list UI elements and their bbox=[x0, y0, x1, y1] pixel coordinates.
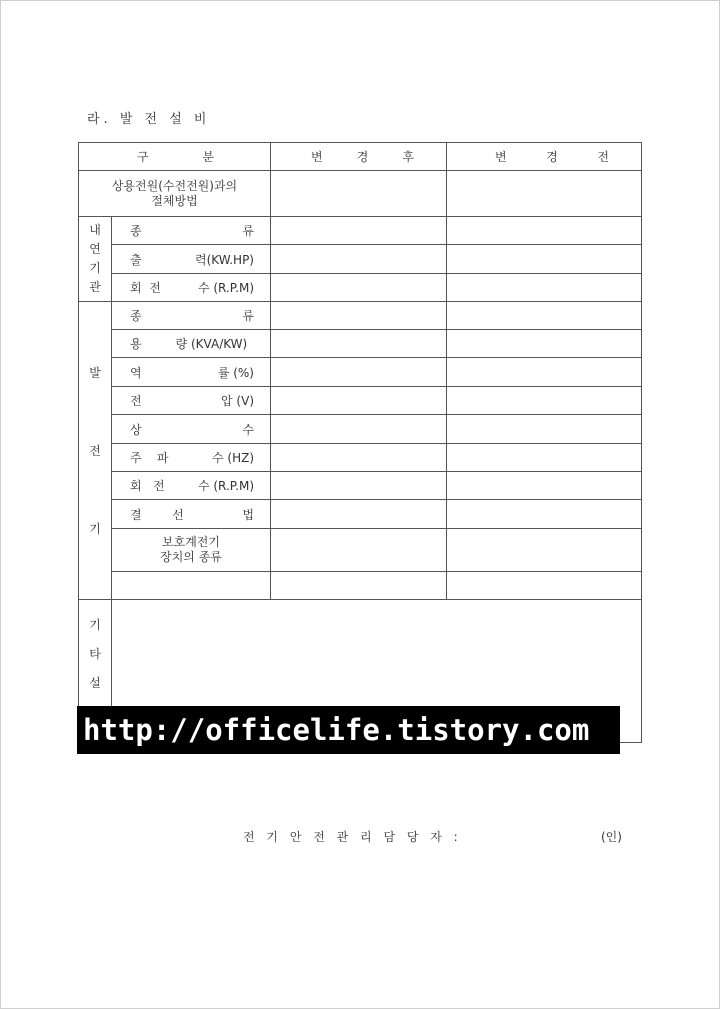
generator-voltage-before[interactable] bbox=[447, 387, 642, 415]
footer-manager-label: 전 기 안 전 관 리 담 당 자 : bbox=[243, 830, 462, 844]
generator-connection-label: 결 선 법 bbox=[112, 500, 271, 529]
generator-row-phase bbox=[79, 415, 642, 444]
generator-frequency-label: 주 파 수 (HZ) bbox=[112, 444, 271, 472]
generator-row-rpm bbox=[79, 472, 642, 500]
generator-row-protection bbox=[79, 529, 642, 572]
generator-power-factor-after[interactable] bbox=[271, 358, 447, 387]
engine-type-before[interactable] bbox=[447, 217, 642, 245]
header-row bbox=[79, 143, 642, 171]
engine-type-label: 종 류 bbox=[112, 217, 271, 245]
generator-protection-before[interactable] bbox=[447, 529, 642, 572]
engine-rpm-before[interactable] bbox=[447, 274, 642, 302]
generator-power-factor-label: 역 률 (%) bbox=[112, 358, 271, 387]
generator-capacity-before[interactable] bbox=[447, 330, 642, 358]
generator-frequency-after[interactable] bbox=[271, 444, 447, 472]
generator-row-voltage bbox=[79, 387, 642, 415]
generator-phase-before[interactable] bbox=[447, 415, 642, 444]
generator-blank-label[interactable] bbox=[112, 572, 271, 600]
generator-row-frequency bbox=[79, 444, 642, 472]
engine-row-type bbox=[79, 217, 642, 245]
generator-row-blank bbox=[79, 572, 642, 600]
generator-type-label: 종 류 bbox=[112, 302, 271, 330]
engine-output-label: 출 력(KW.HP) bbox=[112, 245, 271, 274]
generator-connection-before[interactable] bbox=[447, 500, 642, 529]
generator-form-table bbox=[78, 142, 642, 743]
engine-group-label: 내 연 기 관 bbox=[79, 217, 112, 302]
generator-voltage-label: 전 압 (V) bbox=[112, 387, 271, 415]
commercial-power-label: 상용전원(수전전원)과의 절체방법 bbox=[79, 171, 271, 217]
engine-rpm-label: 회 전 수 (R.P.M) bbox=[112, 274, 271, 302]
generator-blank-before[interactable] bbox=[447, 572, 642, 600]
generator-protection-after[interactable] bbox=[271, 529, 447, 572]
header-after-change: 변 경 후 bbox=[271, 143, 447, 171]
generator-row-connection bbox=[79, 500, 642, 529]
generator-capacity-after[interactable] bbox=[271, 330, 447, 358]
generator-blank-after[interactable] bbox=[271, 572, 447, 600]
header-before-change: 변 경 전 bbox=[447, 143, 642, 171]
generator-type-after[interactable] bbox=[271, 302, 447, 330]
commercial-power-before[interactable] bbox=[447, 171, 642, 217]
watermark-banner: http://officelife.tistory.com bbox=[77, 706, 620, 754]
commercial-power-row bbox=[79, 171, 642, 217]
generator-phase-label: 상 수 bbox=[112, 415, 271, 444]
generator-row-power-factor bbox=[79, 358, 642, 387]
generator-row-type bbox=[79, 302, 642, 330]
generator-type-before[interactable] bbox=[447, 302, 642, 330]
engine-row-output bbox=[79, 245, 642, 274]
engine-type-after[interactable] bbox=[271, 217, 447, 245]
generator-row-capacity bbox=[79, 330, 642, 358]
generator-voltage-after[interactable] bbox=[271, 387, 447, 415]
generator-connection-after[interactable] bbox=[271, 500, 447, 529]
generator-rpm-after[interactable] bbox=[271, 472, 447, 500]
engine-row-rpm bbox=[79, 274, 642, 302]
generator-rpm-before[interactable] bbox=[447, 472, 642, 500]
engine-output-before[interactable] bbox=[447, 245, 642, 274]
generator-power-factor-before[interactable] bbox=[447, 358, 642, 387]
section-title: 라. 발 전 설 비 bbox=[87, 112, 211, 127]
other-group-label: 기 타 설 bbox=[79, 600, 112, 743]
footer-seal: (인) bbox=[601, 830, 622, 844]
engine-rpm-after[interactable] bbox=[271, 274, 447, 302]
header-category: 구 분 bbox=[79, 143, 271, 171]
generator-frequency-before[interactable] bbox=[447, 444, 642, 472]
generator-capacity-label: 용 량 (KVA/KW) bbox=[112, 330, 271, 358]
generator-group-label: 발 전 기 bbox=[79, 302, 112, 600]
generator-rpm-label: 회 전 수 (R.P.M) bbox=[112, 472, 271, 500]
commercial-power-after[interactable] bbox=[271, 171, 447, 217]
engine-output-after[interactable] bbox=[271, 245, 447, 274]
generator-protection-label: 보호계전기 장치의 종류 bbox=[112, 529, 271, 572]
generator-phase-after[interactable] bbox=[271, 415, 447, 444]
